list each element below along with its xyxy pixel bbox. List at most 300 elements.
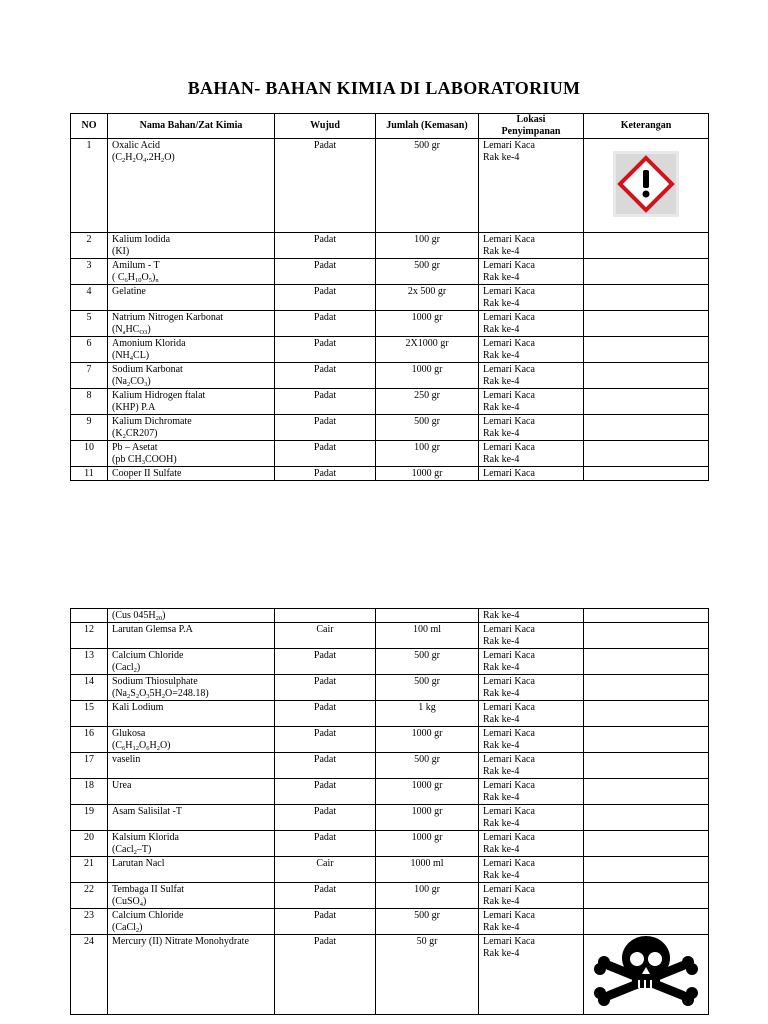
cell-no: 12: [71, 623, 108, 649]
cell-no: 11: [71, 467, 108, 481]
subscript: 10: [134, 277, 142, 284]
lokasi-line: Rak ke-4: [483, 324, 520, 335]
cell-wujud: [275, 609, 376, 623]
cell-no: 13: [71, 649, 108, 675]
lokasi-line: Rak ke-4: [483, 740, 520, 751]
cell-no: 19: [71, 805, 108, 831]
cell-text-line: $(C_2H_2O_4.2H_2O)$: [112, 152, 175, 164]
cell-lokasi: [479, 935, 584, 1015]
table-row: [71, 467, 709, 481]
cell-text-line: ( $C_6H_{10}O_5)_n$: [112, 272, 159, 284]
cell-jumlah: 500 gr: [376, 415, 479, 441]
cell-text-line: Oxalic Acid: [112, 140, 161, 151]
cell-keterangan: [584, 441, 709, 467]
cell-keterangan: [584, 233, 709, 259]
cell-text-line: Kalsium Klorida: [112, 832, 179, 843]
table-row: [71, 623, 709, 649]
header-lokasi-line1: Lokasi: [516, 114, 546, 125]
header-no: NO: [71, 114, 108, 139]
table-row: [71, 441, 709, 467]
cell-wujud: Padat: [275, 701, 376, 727]
cell-nama: [108, 935, 275, 1015]
cell-jumlah: 100 gr: [376, 883, 479, 909]
cell-text-line: $(NH_4CL)$: [112, 350, 150, 362]
subscript: 2: [161, 693, 166, 700]
lokasi-line: Lemari Kaca: [483, 338, 535, 349]
cell-nama: [108, 441, 275, 467]
subscript: 2: [132, 157, 136, 164]
cell-no: 16: [71, 727, 108, 753]
cell-keterangan: [584, 623, 709, 649]
cell-text-line: (Cacl$_2$): [112, 662, 141, 674]
cell-wujud: Cair: [275, 857, 376, 883]
cell-nama: [108, 727, 275, 753]
lokasi-line: Rak ke-4: [483, 870, 520, 881]
cell-text-line: Mercury (II) Nitrate Monohydrate: [112, 936, 249, 947]
table-row: [71, 727, 709, 753]
cell-jumlah: 100 gr: [376, 441, 479, 467]
cell-lokasi: [479, 233, 584, 259]
subscript: 3: [141, 459, 145, 466]
table-row: [71, 285, 709, 311]
cell-nama: [108, 337, 275, 363]
cell-jumlah: 1000 gr: [376, 363, 479, 389]
cell-text-line: Cooper II Sulfate: [112, 468, 182, 479]
cell-jumlah: 2X1000 gr: [376, 337, 479, 363]
cell-text-line: Glukosa: [112, 728, 146, 739]
cell-no: 10: [71, 441, 108, 467]
cell-lokasi: [479, 609, 584, 623]
cell-keterangan: [584, 701, 709, 727]
cell-wujud: Padat: [275, 233, 376, 259]
lokasi-line: Lemari Kaca: [483, 468, 535, 479]
cell-no: 24: [71, 935, 108, 1015]
cell-keterangan: [584, 139, 709, 233]
cell-jumlah: 500 gr: [376, 909, 479, 935]
cell-nama: [108, 623, 275, 649]
lokasi-line: Rak ke-4: [483, 948, 520, 959]
cell-text-line: Kalium Dichromate: [112, 416, 192, 427]
lokasi-line: Lemari Kaca: [483, 858, 535, 869]
lokasi-line: Lemari Kaca: [483, 364, 535, 375]
cell-text-line: Calcium Chloride: [112, 910, 184, 921]
cell-no: 22: [71, 883, 108, 909]
table-row: [71, 779, 709, 805]
cell-keterangan: [584, 857, 709, 883]
cell-nama: [108, 909, 275, 935]
lokasi-line: Lemari Kaca: [483, 728, 535, 739]
lokasi-line: Rak ke-4: [483, 246, 520, 257]
cell-text-line: (CaCl$_2$): [112, 922, 143, 934]
lokasi-line: Rak ke-4: [483, 636, 520, 647]
lokasi-line: Rak ke-4: [483, 402, 520, 413]
subscript: 2: [122, 157, 126, 164]
lokasi-line: Lemari Kaca: [483, 676, 535, 687]
cell-lokasi: [479, 285, 584, 311]
cell-text-line: Tembaga II Sulfat: [112, 884, 185, 895]
cell-nama: [108, 831, 275, 857]
lokasi-line: Lemari Kaca: [483, 806, 535, 817]
cell-wujud: Padat: [275, 467, 376, 481]
table-row: [71, 415, 709, 441]
lokasi-line: Rak ke-4: [483, 376, 520, 387]
lokasi-line: Lemari Kaca: [483, 140, 535, 151]
lokasi-line: Rak ke-4: [483, 818, 520, 829]
cell-no: 7: [71, 363, 108, 389]
lokasi-line: Lemari Kaca: [483, 780, 535, 791]
cell-keterangan: [584, 805, 709, 831]
subscript: 2: [133, 849, 137, 856]
cell-nama: [108, 285, 275, 311]
subscript: 4: [139, 901, 144, 908]
cell-no: 8: [71, 389, 108, 415]
lokasi-line: Rak ke-4: [483, 350, 520, 361]
subscript: 20: [155, 615, 163, 622]
cell-lokasi: [479, 805, 584, 831]
lokasi-line: Rak ke-4: [483, 298, 520, 309]
cell-nama: [108, 467, 275, 481]
subscript: 2: [122, 433, 126, 440]
subscript: 3: [146, 693, 150, 700]
subscript: 3: [144, 381, 148, 388]
cell-jumlah: 500 gr: [376, 259, 479, 285]
cell-wujud: Padat: [275, 311, 376, 337]
cell-jumlah: 1000 ml: [376, 857, 479, 883]
cell-jumlah: 1000 gr: [376, 311, 479, 337]
cell-nama: [108, 311, 275, 337]
subscript: 6: [124, 277, 128, 284]
table-row: [71, 233, 709, 259]
lokasi-line: Lemari Kaca: [483, 286, 535, 297]
cell-lokasi: [479, 753, 584, 779]
cell-text-line: (Cus $045H_{20}$): [112, 610, 166, 622]
cell-keterangan: [584, 363, 709, 389]
cell-wujud: Padat: [275, 139, 376, 233]
cell-text-line: Natrium Nitrogen Karbonat: [112, 312, 224, 323]
cell-lokasi: [479, 363, 584, 389]
cell-nama: [108, 363, 275, 389]
cell-text-line: Sodium Thiosulphate: [112, 676, 198, 687]
lokasi-line: Lemari Kaca: [483, 910, 535, 921]
cell-keterangan: [584, 779, 709, 805]
lokasi-line: Rak ke-4: [483, 766, 520, 777]
table-row: [71, 649, 709, 675]
cell-no: 1: [71, 139, 108, 233]
cell-wujud: Padat: [275, 805, 376, 831]
lokasi-line: Rak ke-4: [483, 272, 520, 283]
table-row: [71, 389, 709, 415]
cell-lokasi: [479, 311, 584, 337]
cell-text-line: Larutan Glemsa P.A: [112, 624, 193, 635]
lokasi-line: Rak ke-4: [483, 454, 520, 465]
lokasi-line: Rak ke-4: [483, 428, 520, 439]
header-lokasi-line2: Penyimpanan: [501, 126, 561, 137]
table-row: [71, 609, 709, 623]
cell-lokasi: [479, 779, 584, 805]
cell-keterangan: [584, 753, 709, 779]
cell-jumlah: [376, 609, 479, 623]
cell-lokasi: [479, 259, 584, 285]
cell-nama: [108, 389, 275, 415]
cell-text-line: Calcium Chloride: [112, 650, 184, 661]
cell-wujud: Padat: [275, 259, 376, 285]
cell-text-line: Kalium Hidrogen ftalat: [112, 390, 206, 401]
cell-lokasi: [479, 623, 584, 649]
cell-lokasi: [479, 139, 584, 233]
lokasi-line: Lemari Kaca: [483, 884, 535, 895]
cell-no: 21: [71, 857, 108, 883]
lokasi-line: Rak ke-4: [483, 152, 520, 163]
header-nama: Nama Bahan/Zat Kimia: [108, 114, 275, 139]
cell-no: 9: [71, 415, 108, 441]
cell-nama: [108, 259, 275, 285]
cell-text-line: $(Na_2S_2O_35H_2O=248.18)$: [112, 688, 209, 700]
subscript: 2: [135, 927, 140, 934]
cell-no: [71, 609, 108, 623]
cell-keterangan: [584, 727, 709, 753]
cell-wujud: Cair: [275, 623, 376, 649]
lokasi-line: Rak ke-4: [483, 610, 520, 621]
cell-nama: [108, 753, 275, 779]
cell-lokasi: [479, 467, 584, 481]
cell-no: 20: [71, 831, 108, 857]
subscript: 4: [129, 355, 134, 362]
cell-text-line: (Cacl$_2$–T): [112, 844, 152, 856]
table-header-row: [71, 114, 709, 139]
table-row: [71, 701, 709, 727]
cell-wujud: Padat: [275, 649, 376, 675]
lokasi-line: Lemari Kaca: [483, 260, 535, 271]
table-row: [71, 675, 709, 701]
cell-wujud: Padat: [275, 441, 376, 467]
cell-text-line: (KI): [112, 246, 130, 257]
cell-jumlah: 1000 gr: [376, 727, 479, 753]
cell-nama: [108, 415, 275, 441]
cell-text-line: Kali Lodium: [112, 702, 164, 713]
cell-wujud: Padat: [275, 935, 376, 1015]
page-title: BAHAN- BAHAN KIMIA DI LABORATORIUM: [187, 78, 581, 98]
lokasi-line: Rak ke-4: [483, 662, 520, 673]
cell-jumlah: 500 gr: [376, 649, 479, 675]
cell-lokasi: [479, 441, 584, 467]
cell-keterangan: [584, 285, 709, 311]
subscript: a: [122, 329, 126, 336]
cell-jumlah: 250 gr: [376, 389, 479, 415]
cell-keterangan: [584, 337, 709, 363]
cell-text-line: Urea: [112, 780, 132, 791]
cell-keterangan: [584, 831, 709, 857]
cell-keterangan: [584, 883, 709, 909]
subscript: 6: [146, 745, 150, 752]
header-jumlah: Jumlah (Kemasan): [376, 114, 479, 139]
cell-no: 4: [71, 285, 108, 311]
cell-nama: [108, 649, 275, 675]
cell-jumlah: 1000 gr: [376, 831, 479, 857]
subscript: 12: [132, 745, 139, 752]
cell-wujud: Padat: [275, 285, 376, 311]
cell-text-line: Gelatine: [112, 286, 146, 297]
cell-text-line: (CuSO$_4$): [112, 896, 147, 908]
cell-text-line: Larutan Nacl: [112, 858, 165, 869]
lokasi-line: Lemari Kaca: [483, 390, 535, 401]
header-wujud: Wujud: [275, 114, 376, 139]
cell-jumlah: 1000 gr: [376, 779, 479, 805]
subscript: n: [155, 277, 159, 284]
cell-nama: [108, 609, 275, 623]
table-row: [71, 337, 709, 363]
table-row: [71, 259, 709, 285]
cell-text-line: Amilum - T: [112, 260, 160, 271]
subscript: 4: [142, 157, 147, 164]
skull-crossbones-icon: [592, 932, 700, 1015]
lokasi-line: Lemari Kaca: [483, 936, 535, 947]
cell-lokasi: [479, 883, 584, 909]
cell-lokasi: [479, 831, 584, 857]
cell-no: 18: [71, 779, 108, 805]
cell-text-line: $(Na_2CO_3)$: [112, 376, 151, 388]
lokasi-line: Lemari Kaca: [483, 442, 535, 453]
subscript: 5: [148, 277, 152, 284]
cell-text-line: $(C_6H_{12}O_6H_2O)$: [112, 740, 171, 752]
header-keterangan: Keterangan: [584, 114, 709, 139]
subscript: 6: [122, 745, 126, 752]
cell-jumlah: 50 gr: [376, 935, 479, 1015]
cell-keterangan: [584, 415, 709, 441]
cell-nama: [108, 805, 275, 831]
cell-wujud: Padat: [275, 753, 376, 779]
lokasi-line: Lemari Kaca: [483, 650, 535, 661]
cell-nama: [108, 857, 275, 883]
lokasi-line: Rak ke-4: [483, 896, 520, 907]
cell-text-line: Kalium Iodida: [112, 234, 171, 245]
chemicals-table-part-1: [70, 113, 709, 481]
cell-lokasi: [479, 909, 584, 935]
cell-no: 6: [71, 337, 108, 363]
cell-wujud: Padat: [275, 727, 376, 753]
cell-lokasi: [479, 727, 584, 753]
cell-nama: [108, 779, 275, 805]
cell-text-line: vaselin: [112, 754, 141, 765]
lokasi-line: Lemari Kaca: [483, 416, 535, 427]
cell-jumlah: 500 gr: [376, 139, 479, 233]
cell-wujud: Padat: [275, 389, 376, 415]
cell-no: 2: [71, 233, 108, 259]
cell-nama: [108, 883, 275, 909]
header-lokasi: [479, 114, 584, 139]
cell-jumlah: 100 ml: [376, 623, 479, 649]
subscript: 2: [135, 693, 140, 700]
cell-no: 3: [71, 259, 108, 285]
cell-wujud: Padat: [275, 363, 376, 389]
cell-wujud: Padat: [275, 909, 376, 935]
table-row: [71, 363, 709, 389]
subscript: 2: [133, 667, 137, 674]
cell-jumlah: 2x 500 gr: [376, 285, 479, 311]
lokasi-line: Rak ke-4: [483, 792, 520, 803]
lokasi-line: Rak ke-4: [483, 714, 520, 725]
cell-text-line: Amonium Klorida: [112, 338, 186, 349]
cell-jumlah: 1000 gr: [376, 805, 479, 831]
cell-nama: [108, 139, 275, 233]
cell-no: 15: [71, 701, 108, 727]
cell-wujud: Padat: [275, 337, 376, 363]
lokasi-line: Lemari Kaca: [483, 312, 535, 323]
cell-keterangan: [584, 467, 709, 481]
cell-text-line: Pb – Asetat: [112, 442, 158, 453]
lokasi-line: Lemari Kaca: [483, 832, 535, 843]
cell-lokasi: [479, 701, 584, 727]
lokasi-line: Lemari Kaca: [483, 754, 535, 765]
cell-nama: [108, 701, 275, 727]
cell-nama: [108, 233, 275, 259]
subscript: 2: [156, 745, 160, 752]
subscript: 2: [127, 381, 131, 388]
cell-jumlah: 1000 gr: [376, 467, 479, 481]
cell-no: 23: [71, 909, 108, 935]
table-row: [71, 139, 709, 233]
exclamation-warning-icon: [613, 151, 679, 217]
cell-keterangan: [584, 259, 709, 285]
table-row: [71, 805, 709, 831]
cell-keterangan: [584, 649, 709, 675]
cell-text-line: $(N_aHC_{O3})$: [112, 324, 151, 336]
cell-lokasi: [479, 415, 584, 441]
lokasi-line: Lemari Kaca: [483, 624, 535, 635]
lokasi-line: Rak ke-4: [483, 844, 520, 855]
cell-no: 14: [71, 675, 108, 701]
cell-keterangan: [584, 311, 709, 337]
table-row: [71, 311, 709, 337]
cell-wujud: Padat: [275, 415, 376, 441]
cell-no: 17: [71, 753, 108, 779]
table-row: [71, 883, 709, 909]
cell-lokasi: [479, 675, 584, 701]
cell-wujud: Padat: [275, 779, 376, 805]
subscript: O3: [139, 329, 148, 336]
cell-keterangan: [584, 675, 709, 701]
lokasi-line: Rak ke-4: [483, 688, 520, 699]
cell-lokasi: [479, 389, 584, 415]
cell-jumlah: 1 kg: [376, 701, 479, 727]
cell-keterangan: [584, 609, 709, 623]
cell-text-line: $(K_2CR207)$: [112, 428, 158, 440]
cell-lokasi: [479, 857, 584, 883]
cell-keterangan: [584, 909, 709, 935]
cell-text-line: Sodium Karbonat: [112, 364, 183, 375]
cell-text-line: Asam Salisilat -T: [112, 806, 182, 817]
cell-text-line: (KHP) P.A: [112, 402, 156, 413]
cell-no: 5: [71, 311, 108, 337]
cell-lokasi: [479, 337, 584, 363]
subscript: 2: [127, 693, 131, 700]
subscript: 2: [160, 157, 165, 164]
cell-wujud: Padat: [275, 883, 376, 909]
lokasi-line: Lemari Kaca: [483, 702, 535, 713]
table-row: [71, 831, 709, 857]
cell-lokasi: [479, 649, 584, 675]
table-row: [71, 857, 709, 883]
cell-keterangan: [584, 389, 709, 415]
cell-jumlah: 500 gr: [376, 675, 479, 701]
table-row: [71, 753, 709, 779]
cell-text-line: (pb $CH_3COOH$): [112, 454, 177, 466]
lokasi-line: Rak ke-4: [483, 922, 520, 933]
cell-jumlah: 100 gr: [376, 233, 479, 259]
cell-nama: [108, 675, 275, 701]
cell-wujud: Padat: [275, 675, 376, 701]
lokasi-line: Lemari Kaca: [483, 234, 535, 245]
cell-jumlah: 500 gr: [376, 753, 479, 779]
